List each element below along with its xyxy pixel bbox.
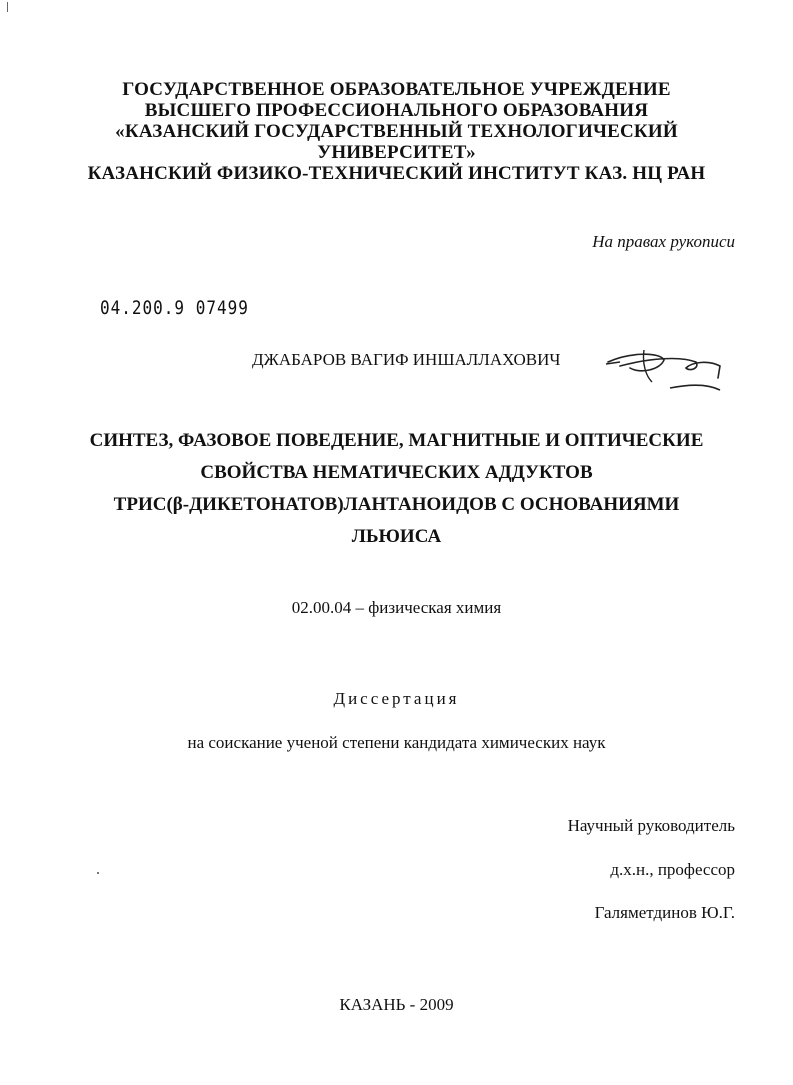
signature-icon	[600, 344, 730, 400]
scan-dot	[97, 872, 99, 874]
title-line-3: ТРИС(β-ДИКЕТОНАТОВ)ЛАНТАНОИДОВ С ОСНОВАНИЯМИ	[113, 494, 680, 515]
scan-mark	[7, 2, 8, 12]
title-line-1: СИНТЕЗ, ФАЗОВОЕ ПОВЕДЕНИЕ, МАГНИТНЫЕ И ОПТИЧЕСКИЕ	[89, 430, 704, 451]
title-line-2: СВОЙСТВА НЕМАТИЧЕСКИХ АДДУКТОВ	[200, 462, 593, 483]
footer-city-year: КАЗАНЬ - 2009	[339, 995, 454, 1014]
supervisor-label: Научный руководитель	[567, 816, 735, 835]
institution-line-1: ГОСУДАРСТВЕННОЕ ОБРАЗОВАТЕЛЬНОЕ УЧРЕЖДЕНИЕ	[122, 79, 671, 100]
institution-line-5: КАЗАНСКИЙ ФИЗИКО-ТЕХНИЧЕСКИЙ ИНСТИТУТ КАЗ. НЦ РАН	[87, 163, 706, 184]
author-name: ДЖАБАРОВ ВАГИФ ИНШАЛЛАХОВИЧ	[252, 350, 561, 369]
title-line-4: ЛЬЮИСА	[351, 526, 442, 547]
supervisor-name: Галяметдинов Ю.Г.	[594, 903, 735, 922]
manuscript-note: На правах рукописи	[592, 232, 735, 251]
specialty: 02.00.04 – физическая химия	[291, 598, 502, 617]
institution-line-3: «КАЗАНСКИЙ ГОСУДАРСТВЕННЫЙ ТЕХНОЛОГИЧЕСКИЙ	[115, 121, 678, 142]
institution-line-2: ВЫСШЕГО ПРОФЕССИОНАЛЬНОГО ОБРАЗОВАНИЯ	[144, 100, 649, 121]
supervisor-rank: д.х.н., профессор	[610, 860, 735, 879]
registration-stamp: 04.200.9 07499	[100, 296, 249, 319]
document-type: Диссертация	[333, 689, 460, 708]
degree-line: на соискание ученой степени кандидата химических наук	[187, 733, 606, 752]
institution-line-4: УНИВЕРСИТЕТ»	[317, 142, 476, 163]
